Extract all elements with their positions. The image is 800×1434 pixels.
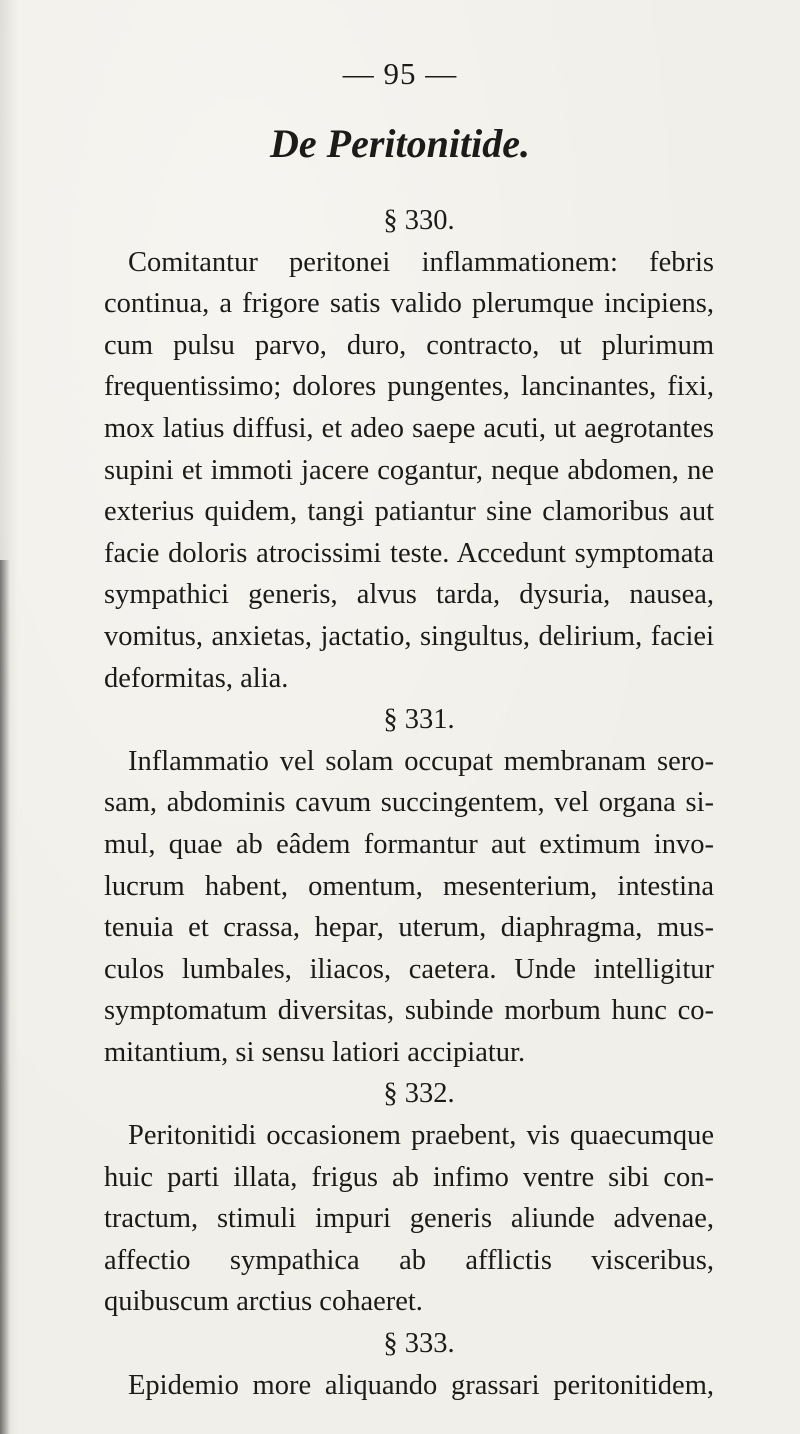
page-number: — 95 — [342, 56, 458, 91]
paragraph-332: Peritonitidi occasionem praebent, vis quaecumque huic parti illata, frigus ab infimo ventre sibi contractum, stimuli impuri generis aliunde advenae, affectio sympathica ab afflictis visceribus, quibuscum arctius cohaeret. [104, 1120, 714, 1318]
paragraph-331: Inflammatio vel solam occupat membranam serosam, abdominis cavum succingentem, vel organa simul, quae ab eâdem formantur aut extimum involucrum habent, omentum, mesenterium, intestina tenuia et crassa, hepar, uterum, diaphragma, musculos lumbales, iliacos, caetera. Unde intelligitur symptomatum diversitas, subinde morbum hunc comitantium, si sensu latiori accipiatur. [104, 745, 714, 1068]
section-heading-331: § 331. [383, 704, 455, 736]
text-body [104, 200, 714, 1406]
section-heading-332: § 332. [383, 1078, 455, 1110]
chapter-title: De Peritonitide. [270, 121, 530, 166]
paragraph-330: Comitantur peritonei inflammationem: febris continua, a frigore satis valido plerumque incipiens, cum pulsu parvo, duro, contracto, ut plurimum frequentissimo; dolores pungentes, lancinantes, fixi, mox latius diffusi, et adeo saepe acuti, ut aegrotantes supini et immoti jacere cogantur, neque abdomen, ne exterius quidem, tangi patiantur sine clamoribus aut facie doloris atrocissimi teste. Accedunt symptomata sympathici generis, alvus tarda, dysuria, nausea, vomitus, anxietas, jactatio, singultus, delirium, faciei deformitas, alia. [104, 246, 714, 694]
binding-shadow [0, 560, 10, 1434]
section-heading-333: § 333. [383, 1328, 455, 1360]
section-heading-330: § 330. [383, 205, 455, 236]
paragraph-333: Epidemio more aliquando grassari peritonitidem, [128, 1369, 714, 1401]
